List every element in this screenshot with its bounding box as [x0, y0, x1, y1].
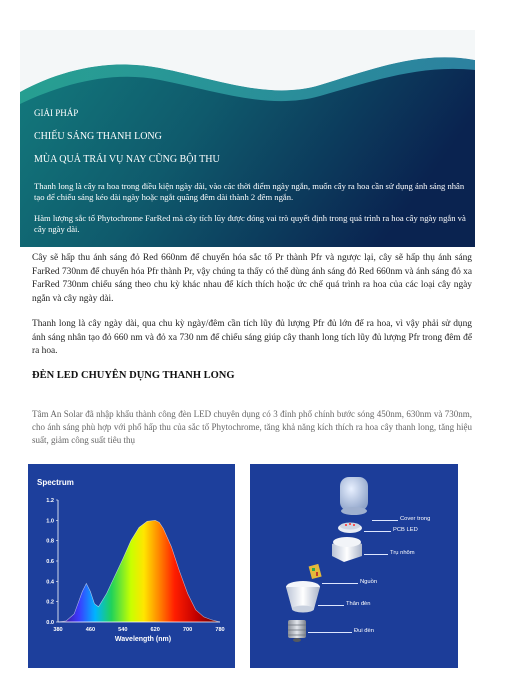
section-paragraph: Tâm An Solar đã nhập khẩu thành công đèn LED chuyên dụng có 3 đỉnh phổ chính bước sóng 450nm, 630nm và 730nm, cho ánh sáng phù hợp với phổ hấp thu của sắc tố Phytochrome, tăng khả năng kích thích ra hoa cây thanh long, tăng hiệu suất, giảm công suất tiêu thụ	[32, 409, 472, 445]
spectrum-chart-panel	[28, 464, 235, 668]
label-cover: Cover trong	[400, 516, 431, 522]
leader-line	[308, 632, 352, 633]
body-paragraph: Cây sẽ hấp thu ánh sáng đỏ Red 660nm để chuyển hóa sắc tố Pr thành Pfr và ngược lại, cây sẽ hấp thụ ánh sáng FarRed 730nm để chuyển hóa Pfr thành Pr, vậy chúng ta thấy có thể dùng ánh sáng đỏ Red 660nm và ánh sáng đỏ xa FarRed 730nm chiếu sáng theo chu kỳ khác nhau để kích thích hoặc ức chế quá trình ra hoa của các loại cây ngày ngắn và cây ngày dài.	[32, 253, 472, 304]
leader-line	[364, 554, 388, 555]
x-tick-label: 700	[182, 627, 193, 633]
banner-headline: CHIẾU SÁNG THANH LONG	[34, 131, 162, 142]
pcb-led-part	[338, 523, 362, 534]
leader-line	[372, 520, 398, 521]
y-tick-label: 0.6	[46, 559, 54, 565]
spectrum-area	[58, 520, 220, 622]
x-tick-label: 780	[215, 627, 225, 633]
y-tick-label: 1.0	[46, 518, 54, 525]
aluminium-core-part	[332, 537, 362, 562]
label-aluminium-core: Trụ nhôm	[390, 550, 415, 556]
x-axis-label: Wavelength (nm)	[114, 636, 172, 643]
x-tick-label: 540	[118, 627, 128, 633]
banner-paragraph: Hàm lượng sắc tố Phytochrome FarRed mà cây tích lũy được đóng vai trò quyết định trong quá trình ra hoa cây ngày ngắn và cây ngày dài.	[34, 213, 466, 234]
section-title: ĐÈN LED CHUYÊN DỤNG THANH LONG	[32, 370, 235, 381]
leader-line	[364, 531, 391, 532]
lamp-base-part	[288, 620, 306, 642]
leader-line	[318, 605, 344, 606]
leader-line	[322, 583, 358, 584]
y-tick-label: 0.2	[46, 599, 54, 606]
spectrum-chart	[28, 464, 235, 668]
y-tick-label: 0.8	[46, 538, 54, 545]
label-pcb-led: PCB LED	[393, 527, 418, 533]
banner-paragraph: Thanh long là cây ra hoa trong điều kiện ngày dài, vào các thời điểm ngày ngắn, muốn cây ra hoa cần sử dụng ánh sáng nhân tạo để chiếu sáng kéo dài ngày hoặc ngắt quãng đêm dài thành 2 đêm ngắn.	[34, 181, 465, 202]
label-driver: Nguồn	[360, 579, 378, 585]
driver-part	[309, 564, 322, 579]
lamp-body-part	[286, 581, 320, 613]
label-lamp-body: Thân đèn	[346, 601, 371, 607]
banner-subheadline: MÙA QUẢ TRÁI VỤ NAY CŨNG BỘI THU	[34, 154, 220, 165]
y-tick-label: 0.4	[46, 579, 54, 586]
x-tick-label: 460	[85, 627, 96, 633]
x-tick-label: 380	[53, 627, 63, 633]
y-tick-label: 1.2	[46, 498, 54, 504]
led-bulb-diagram-panel	[250, 464, 458, 668]
hero-banner	[20, 30, 475, 247]
led-bulb-exploded-illustration	[250, 464, 458, 668]
cover-part	[340, 477, 368, 515]
banner-kicker: GIẢI PHÁP	[34, 108, 79, 118]
y-tick-label: 0.0	[46, 620, 54, 626]
body-paragraph: Thanh long là cây ngày dài, qua chu kỳ ngày/đêm cần tích lũy đủ lượng Pfr đủ lớn để ra hoa, vì vậy phải sử dụng ánh sáng nhân tạo đỏ 660 nm và đỏ xa 730 nm để chiếu sáng giúp cây thanh long tích lũy đủ lượng Pfr trong đêm để ra hoa.	[32, 319, 472, 357]
label-lamp-base: Đui đèn	[354, 628, 374, 634]
x-tick-label: 620	[150, 627, 160, 633]
chart-title: Spectrum	[37, 478, 74, 487]
